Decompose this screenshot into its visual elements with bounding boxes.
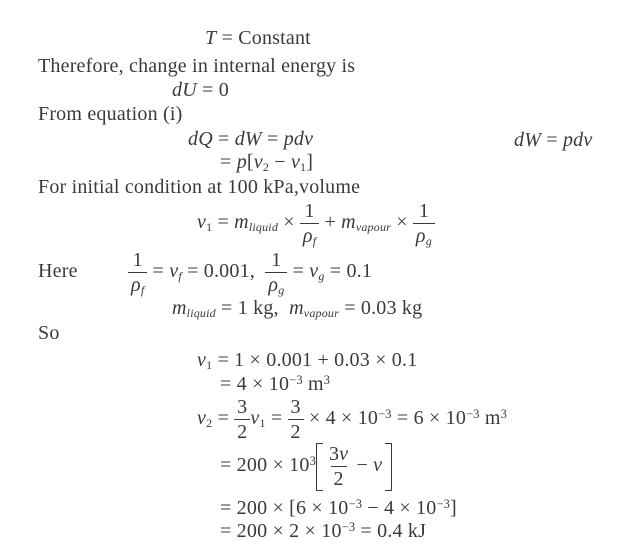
equals-constant-text: = Constant [216, 27, 311, 49]
var-dW: dW [234, 128, 262, 150]
work-result-value: = 0.4 kJ [355, 520, 427, 542]
fraction-3nu-over-2 [326, 442, 351, 491]
equals-sign: = [147, 260, 170, 283]
fraction-1-over-rho-g [413, 199, 435, 248]
subscript-vapour: vapour [303, 306, 339, 320]
right-bracket: ] [450, 497, 457, 519]
equation-work-expand [220, 442, 392, 491]
text-from-equation: From equation (i) [38, 103, 183, 125]
big-right-bracket [385, 443, 392, 491]
equals-sign: = [220, 151, 237, 173]
value-01: 0.1 [346, 260, 373, 283]
subscript-g: g [425, 234, 432, 248]
fraction-1-over-rho-f [128, 248, 147, 297]
subscript-1: 1 [259, 416, 266, 431]
equation-t-constant [205, 27, 311, 50]
subscript-liquid: liquid [186, 306, 216, 320]
equation-masses [172, 297, 422, 320]
minus-sign: − [351, 454, 374, 477]
equals-sign: = [287, 260, 310, 283]
var-T: T [205, 27, 217, 49]
equals-sign: = [212, 211, 235, 234]
equals-sign: = [181, 260, 204, 283]
mass-vapour-value: = 0.03 kg [339, 297, 423, 319]
fraction-numerator: 1 [418, 200, 430, 222]
var-m: m [289, 297, 304, 319]
equals-sign: = [324, 260, 347, 283]
fraction-denominator [265, 272, 287, 297]
fraction-1-over-rho-g [265, 248, 287, 297]
var-nu: ν [339, 443, 349, 465]
equation-specific-volumes [128, 248, 372, 297]
unit-m: m [302, 373, 324, 395]
v1-result-text: = 4 × 10 [220, 373, 290, 395]
var-nu: ν [197, 407, 207, 430]
text-so-label: So [38, 322, 60, 344]
exponent-minus-3: −3 [466, 406, 480, 421]
var-nu: ν [197, 211, 207, 234]
equals-sign: = [265, 407, 288, 430]
text-initial-condition: For initial condition at 100 kPa,volume [38, 176, 361, 198]
exponent-minus-3: −3 [378, 406, 392, 421]
equation-v2-calculation [197, 395, 507, 444]
fraction-numerator: 1 [271, 249, 282, 271]
work-result-text: = 200 × 2 × 10 [220, 520, 342, 542]
subscript-liquid: liquid [248, 220, 279, 235]
equals-zero-text: = 0 [196, 79, 229, 101]
exponent-3: 3 [309, 453, 316, 468]
var-nu: ν [290, 151, 301, 173]
subscript-1: 1 [206, 220, 213, 235]
fraction-1-over-rho-f [300, 199, 319, 248]
left-bracket: [ [246, 151, 254, 173]
fraction-3-over-2 [234, 395, 250, 444]
subscript-g: g [318, 269, 325, 284]
minus-sign: − [269, 151, 291, 173]
var-dW: dW [514, 129, 542, 151]
fraction-numerator: 1 [132, 249, 143, 271]
subscript-f: f [312, 234, 317, 248]
subscript-vapour: vapour [355, 220, 392, 235]
subscript-f: f [178, 269, 182, 284]
var-rho: ρ [415, 225, 426, 247]
fraction-denominator: 2 [234, 419, 250, 444]
var-nu: ν [169, 260, 179, 283]
equation-p-bracket [220, 151, 313, 174]
fraction-denominator [128, 272, 147, 297]
v1-calculation-text: = 1 × 0.001 + 0.03 × 0.1 [212, 349, 418, 371]
coefficient-3: 3 [328, 443, 340, 465]
right-bracket: ] [306, 151, 314, 173]
var-nu: ν [250, 407, 260, 430]
fraction-numerator: 1 [304, 200, 315, 222]
var-m: m [172, 297, 187, 319]
var-nu: ν [253, 151, 263, 173]
equation-v1-result [220, 373, 330, 396]
equation-dq-dw-pdv [188, 128, 313, 151]
fraction-numerator [326, 442, 351, 466]
var-m: m [234, 211, 249, 234]
subscript-1: 1 [300, 160, 307, 174]
mass-liquid-value: = 1 kg, [215, 297, 290, 319]
work-prefix-text: = 200 × 10 [220, 454, 310, 477]
work-values-text: = 200 × [6 × 10 [220, 497, 349, 519]
equals-sign: = [212, 407, 235, 430]
equals-sign: = [541, 129, 563, 151]
times-sign: × [278, 211, 300, 234]
exponent-minus-3: −3 [348, 496, 363, 511]
equation-v1-definition [197, 199, 435, 248]
subscript-f: f [140, 283, 145, 297]
var-nu: ν [197, 349, 207, 371]
text-here-label: Here [38, 260, 78, 282]
equation-v1-calculation [197, 349, 417, 372]
equation-work-result [220, 520, 426, 543]
big-left-bracket [316, 443, 323, 491]
var-nu: ν [309, 260, 319, 283]
times-sign: × [391, 211, 413, 234]
var-pdv: pdν [562, 129, 593, 151]
var-rho: ρ [268, 274, 279, 296]
equation-du-zero [172, 79, 229, 102]
var-nu: ν [373, 454, 383, 477]
fraction-numerator: 3 [237, 396, 248, 418]
exponent-3: 3 [323, 372, 331, 387]
var-m: m [341, 211, 356, 234]
var-pdv: pdν [283, 128, 314, 150]
subscript-g: g [278, 283, 285, 297]
exponent-minus-3: −3 [436, 496, 451, 511]
var-rho: ρ [302, 225, 313, 247]
subscript-1: 1 [206, 358, 213, 372]
var-p: p [236, 151, 247, 173]
var-dU: dU [172, 79, 197, 101]
equation-work-values [220, 497, 457, 520]
subscript-2: 2 [206, 416, 213, 431]
text-therefore: Therefore, change in internal energy is [38, 55, 356, 77]
fraction-denominator [413, 223, 435, 248]
fraction-3-over-2 [288, 395, 304, 444]
fraction-numerator: 3 [290, 396, 301, 418]
unit-m: m [479, 407, 501, 430]
equals-sign: = [212, 128, 235, 150]
exponent-minus-3: −3 [341, 519, 356, 534]
v2-mid-text: × 4 × 10 [303, 407, 379, 430]
var-dQ: dQ [188, 128, 213, 150]
fraction-denominator: 2 [331, 466, 347, 491]
equals-sign: = [261, 128, 284, 150]
v2-result-text: = 6 × 10 [391, 407, 467, 430]
plus-sign: + [319, 211, 342, 234]
value-0001: 0.001, [203, 260, 266, 283]
exponent-3: 3 [500, 406, 508, 421]
exponent-minus-3: −3 [289, 372, 303, 387]
work-values-text: − 4 × 10 [362, 497, 437, 519]
fraction-denominator [300, 223, 319, 248]
subscript-2: 2 [262, 160, 270, 174]
side-note-dw-pdv [514, 129, 592, 152]
var-rho: ρ [131, 274, 141, 296]
fraction-denominator: 2 [288, 419, 304, 444]
